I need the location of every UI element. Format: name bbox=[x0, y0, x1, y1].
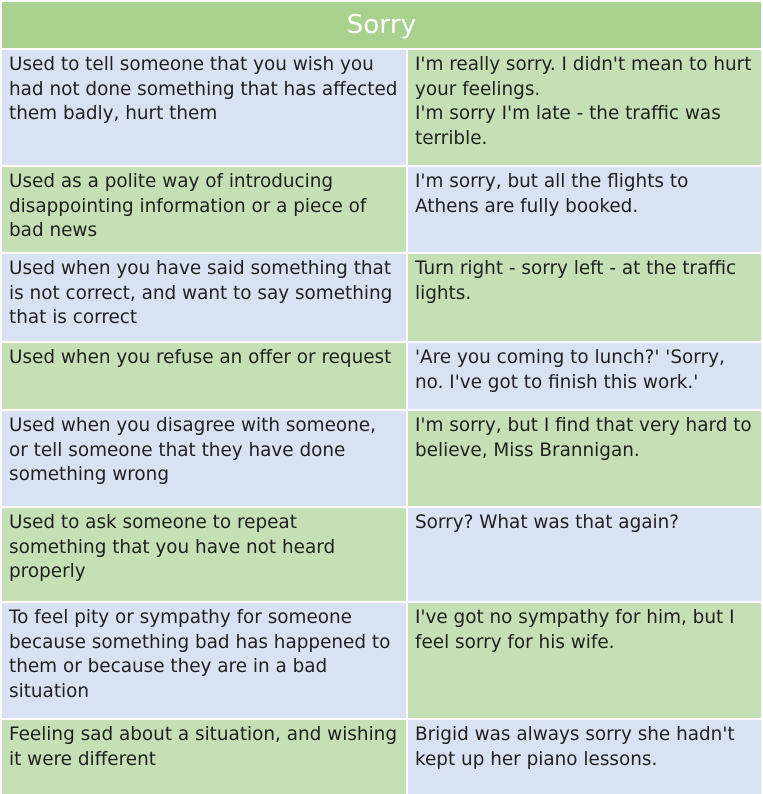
meaning-cell-4: Used when you refuse an offer or request bbox=[2, 343, 406, 409]
example-cell-7 bbox=[408, 603, 761, 718]
example-cell-5 bbox=[408, 411, 761, 506]
example-text: I'm sorry, but I find that very hard to believe, Miss Brannigan. bbox=[415, 415, 752, 461]
example-text: Sorry? What was that again? bbox=[415, 512, 680, 533]
example-text: 'Are you coming to lunch?' 'Sorry, no. I've got to finish this work.' bbox=[415, 347, 725, 393]
example-text: I'm sorry, but all the flights to Athens are fully booked. bbox=[415, 171, 689, 217]
example-cell-6 bbox=[408, 508, 761, 601]
example-cell-8 bbox=[408, 720, 761, 794]
example-text: I'm sorry I'm late - the traffic was terrible. bbox=[415, 103, 721, 149]
example-cell-1 bbox=[408, 50, 761, 165]
meaning-cell-2: Used as a polite way of introducing disappointing information or a piece of bad news bbox=[2, 167, 406, 252]
meaning-cell-7: To feel pity or sympathy for someone because something bad has happened to them or because they are in a bad situation bbox=[2, 603, 406, 718]
example-cell-2 bbox=[408, 167, 761, 252]
example-text: Brigid was always sorry she hadn't kept up her piano lessons. bbox=[415, 724, 735, 770]
example-cell-4 bbox=[408, 343, 761, 409]
meaning-cell-3: Used when you have said something that is not correct, and want to say something that is correct bbox=[2, 254, 406, 341]
meaning-cell-6: Used to ask someone to repeat something that you have not heard properly bbox=[2, 508, 406, 601]
meaning-cell-1: Used to tell someone that you wish you had not done something that has affected them badly, hurt them bbox=[2, 50, 406, 165]
meaning-cell-5: Used when you disagree with someone, or tell someone that they have done something wrong bbox=[2, 411, 406, 506]
meaning-cell-8: Feeling sad about a situation, and wishing it were different bbox=[2, 720, 406, 794]
example-text: I've got no sympathy for him, but I feel sorry for his wife. bbox=[415, 607, 735, 653]
example-cell-3 bbox=[408, 254, 761, 341]
table-title: Sorry bbox=[2, 2, 761, 48]
sorry-usage-table bbox=[2, 2, 761, 790]
example-text: I'm really sorry. I didn't mean to hurt your feelings. bbox=[415, 54, 752, 100]
example-text: Turn right - sorry left - at the traffic lights. bbox=[415, 258, 737, 304]
